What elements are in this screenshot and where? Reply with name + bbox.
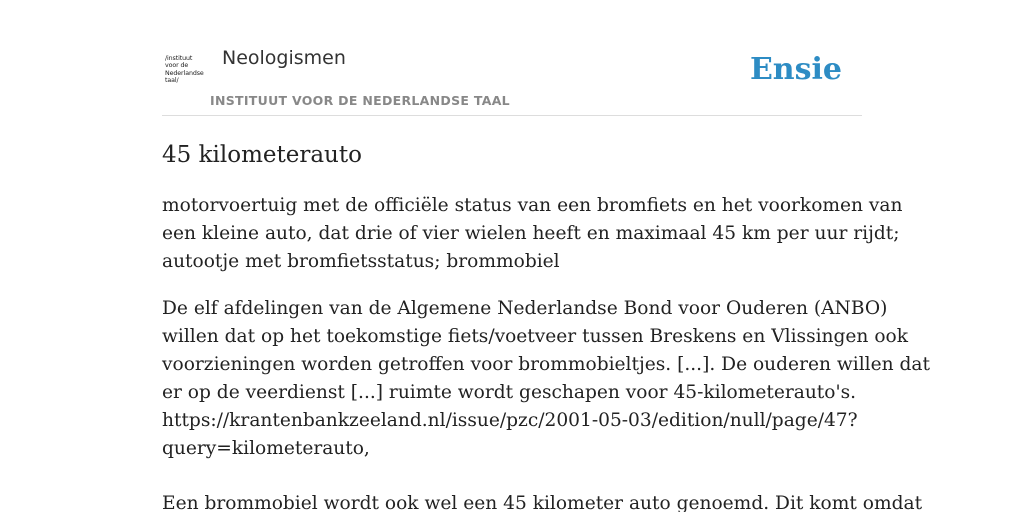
logo-line: voor de: [165, 62, 189, 70]
institute-logo[interactable]: [165, 55, 209, 89]
site-title-link[interactable]: Neologismen: [222, 47, 346, 69]
ensie-logo-link[interactable]: Ensie: [749, 52, 842, 87]
logo-line: taal/: [165, 77, 179, 85]
citation-line: er op de veerdienst [...] ruimte wordt geschapen voor 45-kilometerauto's.: [162, 382, 857, 403]
definition-line: autootje met bromfietsstatus; brommobiel: [162, 251, 560, 272]
entry-extra-text: Een brommobiel wordt ook wel een 45 kilometer auto genoemd. Dit komt omdat: [162, 493, 923, 512]
citation-line: willen dat op het toekomstige fiets/voetveer tussen Breskens en Vlissingen ook: [162, 326, 908, 347]
entry-term: 45 kilometerauto: [162, 142, 362, 168]
site-subtitle: INSTITUUT VOOR DE NEDERLANDSE TAAL: [210, 93, 510, 108]
logo-line: Nederlandse: [165, 69, 204, 77]
logo-line: /instituut: [165, 55, 193, 62]
citation-url-line[interactable]: query=kilometerauto,: [162, 438, 370, 459]
definition-line: motorvoertuig met de officiële status van een bromfiets en het voorkomen van: [162, 195, 903, 216]
citation-url-line[interactable]: https://krantenbankzeeland.nl/issue/pzc/2001-05-03/edition/null/page/47?: [162, 410, 858, 431]
site-header: [162, 0, 862, 116]
entry-citation: [162, 295, 930, 463]
definition-line: een kleine auto, dat drie of vier wielen heeft en maximaal 45 km per uur rijdt;: [162, 223, 900, 244]
entry-definition: [162, 192, 903, 276]
citation-line: De elf afdelingen van de Algemene Nederlandse Bond voor Ouderen (ANBO): [162, 298, 888, 319]
citation-line: voorzieningen worden getroffen voor brommobieltjes. [...]. De ouderen willen dat: [162, 354, 930, 375]
page: [162, 0, 930, 512]
